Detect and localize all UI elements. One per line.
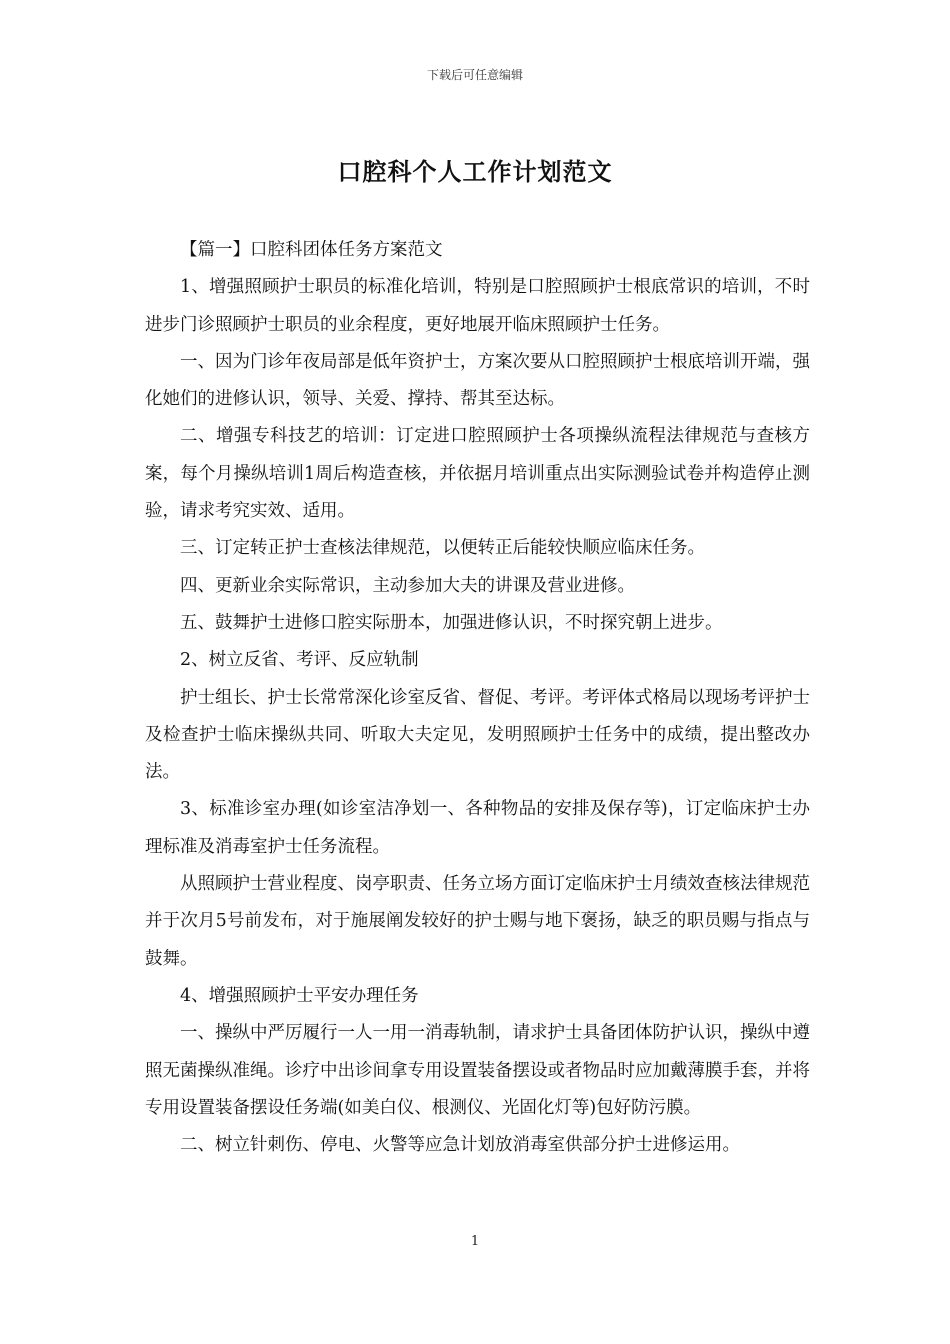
paragraph: 四、更新业余实际常识，主动参加大夫的讲课及营业进修。: [180, 575, 635, 596]
header-note: 下载后可任意编辑: [426, 68, 523, 82]
paragraph: 从照顾护士营业程度、岗亭职责、任务立场方面订定临床护士月绩效查核法律规范并于次月5号前发布，对于施展阐发较好的护士赐与地下褒扬，缺乏的职员赐与指点与鼓舞。: [145, 874, 810, 969]
page-number: 1: [470, 1234, 480, 1249]
paragraph: 五、鼓舞护士进修口腔实际册本，加强进修认识，不时探究朝上进步。: [180, 612, 723, 633]
paragraph: 三、订定转正护士查核法律规范，以便转正后能较快顺应临床任务。: [180, 538, 705, 559]
paragraph-item-3: 3、标准诊室办理(如诊室洁净划一、各种物品的安排及保存等)，订定临床护士办理标准及消毒室护士任务流程。: [145, 799, 810, 857]
paragraph: 护士组长、护士长常常深化诊室反省、督促、考评。考评体式格局以现场考评护士及检查护士临床操纵共同、听取大夫定见，发明照顾护士任务中的成绩，提出整改办法。: [145, 687, 810, 783]
paragraph: 二、树立针刺伤、停电、火警等应急计划放消毒室供部分护士进修运用。: [180, 1135, 740, 1156]
paragraph: 一、操纵中严厉履行一人一用一消毒轨制，请求护士具备团体防护认识，操纵中遵照无菌操纵准绳。诊疗中出诊间拿专用设置装备摆设或者物品时应加戴薄膜手套，并将专用设置装备摆设任务端(如美白仪、根测仪、光固化灯等)包好防污膜。: [145, 1023, 810, 1118]
paragraph-section-heading: 【篇一】口腔科团体任务方案范文: [180, 240, 443, 260]
paragraph: 二、增强专科技艺的培训：订定进口腔照顾护士各项操纵流程法律规范与查核方案，每个月操纵培训1周后构造查核，并依据月培训重点出实际测验试卷并构造停止测验，请求考究实效、适用。: [145, 426, 810, 522]
page-title: 口腔科个人工作计划范文: [337, 158, 613, 186]
paragraph-item-4: 4、增强照顾护士平安办理任务: [180, 985, 419, 1006]
document-body: [145, 232, 810, 1164]
paragraph: 一、因为门诊年夜局部是低年资护士，方案次要从口腔照顾护士根底培训开端，强化她们的进修认识，领导、关爱、撑持、帮其至达标。: [145, 351, 810, 410]
paragraph-item-1: 1、增强照顾护士职员的标准化培训，特别是口腔照顾护士根底常识的培训，不时进步门诊照顾护士职员的业余程度，更好地展开临床照顾护士任务。: [145, 277, 810, 335]
paragraph-item-2: 2、树立反省、考评、反应轨制: [180, 650, 419, 671]
